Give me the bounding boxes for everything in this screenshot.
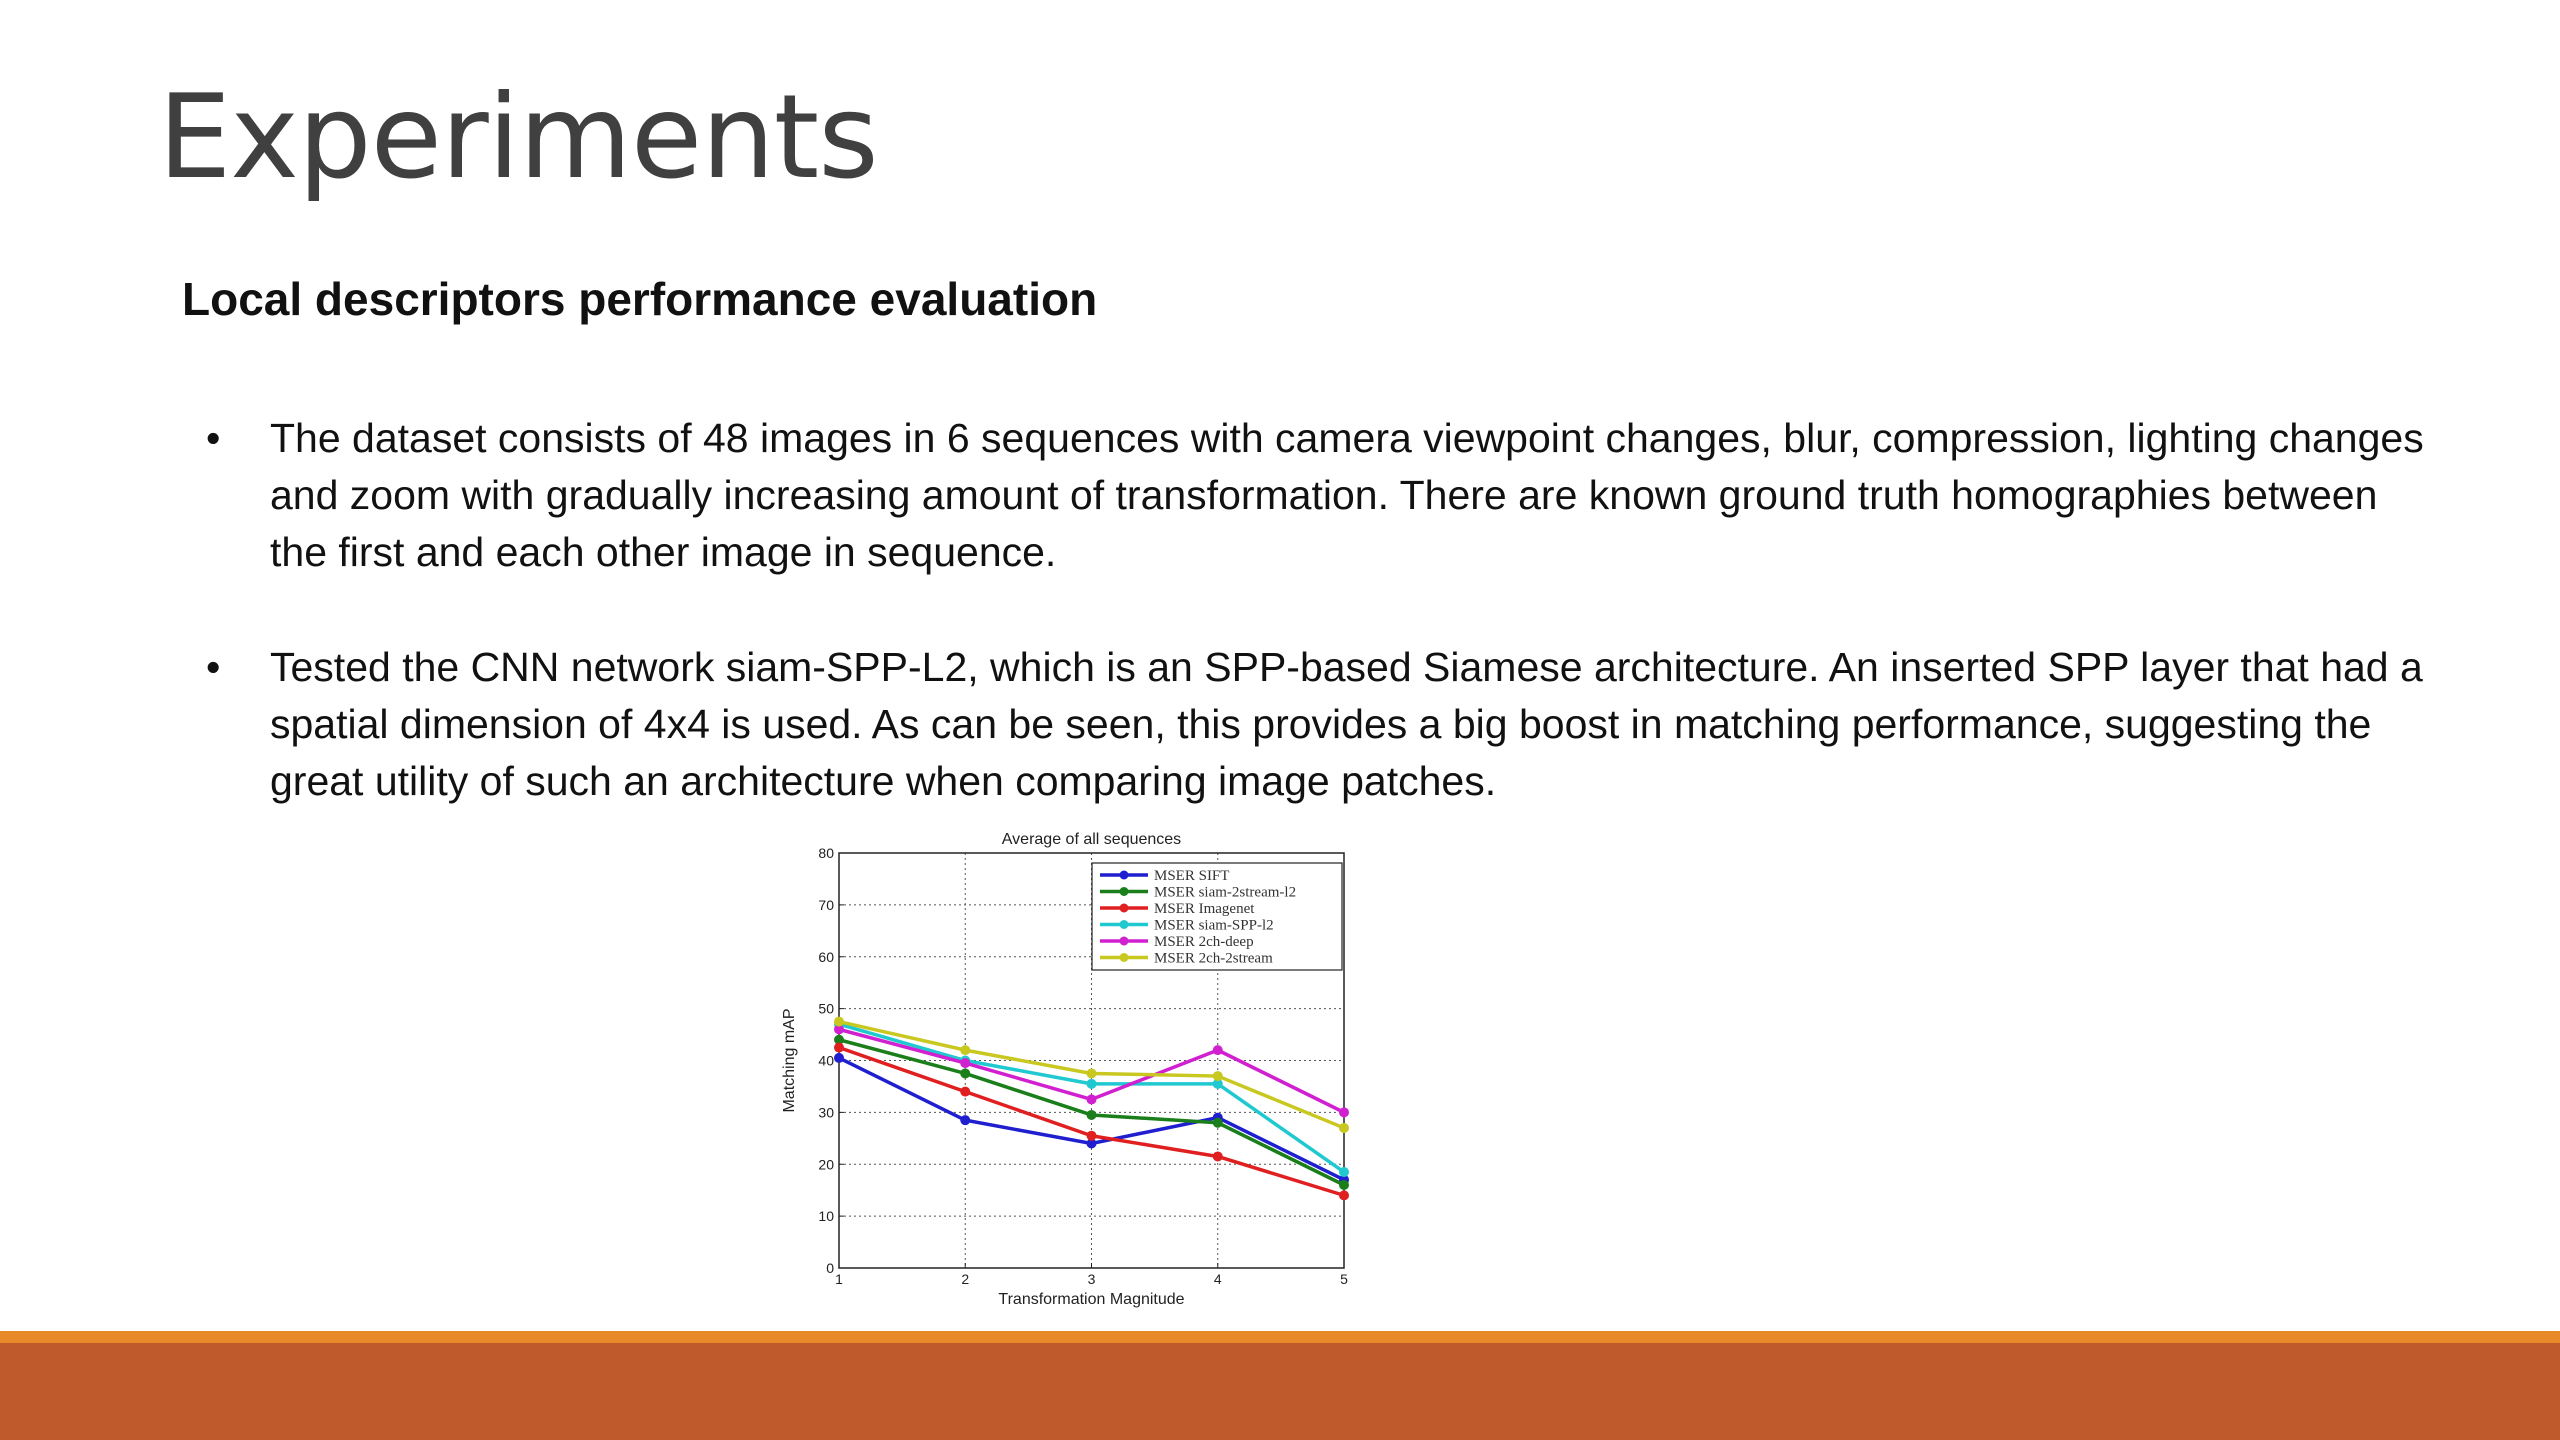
data-point [1213, 1045, 1223, 1055]
data-point [1339, 1123, 1349, 1133]
y-tick-label: 40 [818, 1052, 834, 1069]
x-tick-label: 4 [1213, 1271, 1222, 1287]
y-tick-label: 30 [818, 1104, 834, 1121]
legend-label: MSER 2ch-2stream [1154, 950, 1273, 967]
slide-title: Experiments [158, 70, 878, 205]
bullet-dataset: • The dataset consists of 48 images in 6 sequences with camera viewpoint changes, blur, compression, lighting changes and zoom with gradually increasing amount of transformation. There are known ground truth homographies between the first and each other image in sequence. [200, 410, 2430, 581]
data-point [834, 1053, 844, 1063]
chart-title: Average of all sequences [1001, 831, 1182, 848]
legend-label: MSER SIFT [1154, 868, 1230, 884]
data-point [960, 1058, 970, 1068]
x-axis-label: Transformation Magnitude [998, 1291, 1185, 1308]
data-point [834, 1017, 844, 1027]
data-point [1339, 1190, 1349, 1200]
legend-label: MSER siam-2stream-l2 [1154, 884, 1297, 901]
legend-label: MSER 2ch-deep [1154, 934, 1254, 950]
section-subtitle: Local descriptors performance evaluation [182, 273, 1098, 325]
x-tick-label: 3 [1087, 1271, 1096, 1287]
data-point [1339, 1167, 1349, 1177]
y-tick-label: 0 [826, 1260, 834, 1276]
y-tick-label: 60 [818, 948, 834, 965]
legend-marker [1120, 937, 1129, 946]
data-point [960, 1115, 970, 1125]
chart [770, 818, 1370, 1318]
data-point [1213, 1071, 1223, 1081]
legend-marker [1120, 953, 1129, 962]
data-point [960, 1045, 970, 1055]
data-point [1213, 1151, 1223, 1161]
data-point [1087, 1094, 1097, 1104]
data-point [1087, 1110, 1097, 1120]
footer-stripe [0, 1331, 2560, 1343]
y-tick-label: 50 [818, 1000, 834, 1017]
y-tick-label: 70 [818, 896, 834, 913]
legend-label: MSER Imagenet [1154, 901, 1255, 917]
line-chart [770, 818, 1370, 1318]
bullet-cnn: • Tested the CNN network siam-SPP-L2, which is an SPP-based Siamese architecture. An inserted SPP layer that had a spatial dimension of 4x4 is used. As can be seen, this provides a big boost in matching performance, suggesting the great utility of such an architecture when comparing image patches. [200, 639, 2430, 810]
data-point [1339, 1180, 1349, 1190]
legend-marker [1120, 904, 1129, 913]
legend-marker [1120, 920, 1129, 929]
data-point [1339, 1107, 1349, 1117]
data-point [1087, 1131, 1097, 1141]
y-axis-label: Matching mAP [781, 1008, 798, 1113]
y-tick-label: 10 [818, 1208, 834, 1225]
data-point [1087, 1068, 1097, 1078]
data-point [1213, 1118, 1223, 1128]
data-point [1087, 1079, 1097, 1089]
x-tick-label: 2 [961, 1271, 970, 1287]
y-tick-label: 80 [818, 845, 834, 861]
y-tick-label: 20 [818, 1156, 834, 1173]
legend-marker [1120, 871, 1129, 880]
data-point [960, 1087, 970, 1097]
x-tick-label: 5 [1340, 1271, 1348, 1287]
data-point [834, 1043, 844, 1053]
data-point [960, 1068, 970, 1078]
x-tick-label: 1 [835, 1271, 843, 1287]
footer-band [0, 1343, 2560, 1440]
legend-marker [1120, 887, 1129, 896]
legend-label: MSER siam-SPP-l2 [1154, 917, 1274, 934]
bullet-list [200, 410, 2430, 868]
